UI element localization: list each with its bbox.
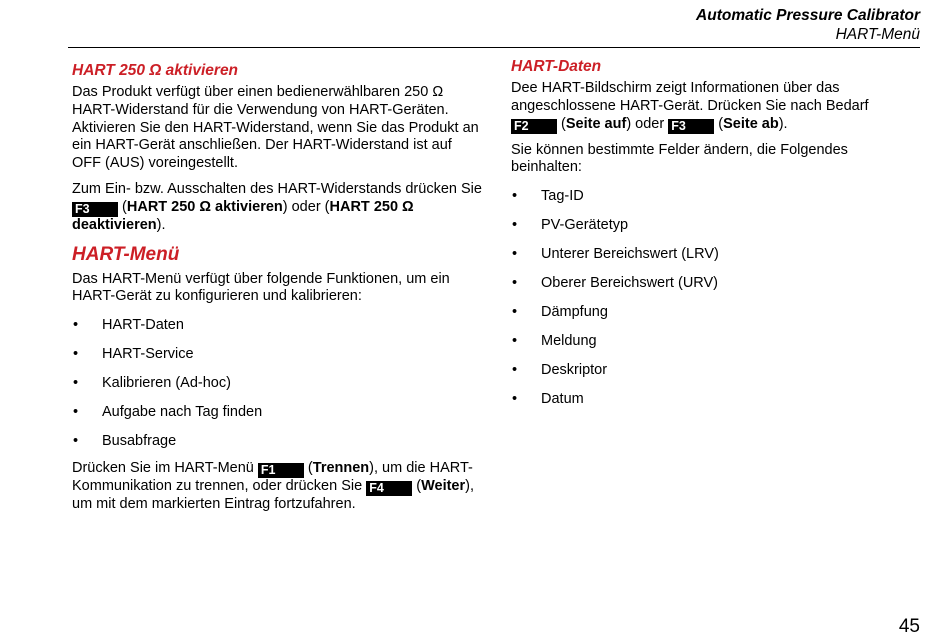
editable-fields-list: [511, 188, 911, 420]
text: (: [718, 115, 724, 132]
softkey-f3: F3: [668, 119, 714, 134]
list-item: [511, 246, 911, 275]
list-item-label: HART-Service: [102, 346, 194, 363]
bullet-icon: •: [73, 433, 79, 450]
page-number: 45: [898, 616, 920, 637]
chapter-title: HART-Menü: [835, 26, 920, 43]
header-rule: [68, 47, 920, 48]
softkey-f1: F1: [258, 463, 304, 478]
list-item: [511, 391, 911, 420]
list-item: [72, 317, 482, 346]
text: (: [122, 198, 127, 215]
bullet-icon: •: [73, 404, 79, 421]
list-item: [72, 404, 482, 433]
text: ), um mit dem markierten Eintrag fortzufahren.: [72, 478, 474, 513]
list-item-label: Meldung: [541, 333, 597, 350]
paragraph-hart-resistor: Das Produkt verfügt über einen bedienerwählbaren 250 Ω HART-Widerstand für die Verwendung von HART-Geräten. Aktivieren Sie den HART-Widerstand, wenn Sie das Produkt an ein HART-Gerät anschließen. Der HART-Widerstand ist auf OFF (AUS) voreingestellt.: [72, 84, 479, 172]
text: Drücken Sie im HART-Menü: [72, 460, 254, 477]
list-item: [511, 217, 911, 246]
list-item: [511, 188, 911, 217]
list-item: [511, 275, 911, 304]
document-title: Automatic Pressure Calibrator: [696, 7, 920, 24]
bullet-icon: •: [512, 333, 518, 350]
list-item-label: Kalibrieren (Ad-hoc): [102, 375, 231, 392]
list-item: [511, 362, 911, 391]
bullet-icon: •: [512, 391, 518, 408]
bold-text: Weiter: [421, 478, 466, 495]
list-item-label: Datum: [541, 391, 584, 408]
text: ).: [156, 216, 166, 233]
paragraph-hart-screen: [511, 80, 911, 134]
text: (: [307, 460, 313, 477]
bullet-icon: •: [73, 346, 79, 363]
list-item: [72, 433, 482, 462]
bullet-icon: •: [512, 304, 518, 321]
softkey-f4: F4: [366, 481, 412, 496]
bold-text: Trennen: [312, 460, 370, 477]
bullet-icon: •: [512, 188, 518, 205]
text: (: [416, 478, 422, 495]
section-heading-hart-menu: HART-Menü: [72, 243, 180, 265]
bold-text: Seite auf: [565, 115, 627, 132]
paragraph-editable-fields: Sie können bestimmte Felder ändern, die Folgendes beinhalten:: [511, 141, 848, 176]
list-item-label: Oberer Bereichswert (URV): [541, 275, 719, 292]
list-item-label: HART-Daten: [102, 317, 184, 334]
paragraph-menu-intro: Das HART-Menü verfügt über folgende Funktionen, um ein HART-Gerät zu konfigurieren und kalibrieren:: [72, 270, 450, 305]
text: (: [561, 115, 566, 132]
text: ), um die HART-Kommunikation zu trennen, oder drücken Sie: [72, 460, 473, 495]
list-item-label: Deskriptor: [541, 362, 608, 379]
list-item-label: Dämpfung: [541, 304, 608, 321]
bullet-icon: •: [512, 362, 518, 379]
list-item: [511, 304, 911, 333]
text: ).: [778, 115, 788, 132]
list-item-label: Aufgabe nach Tag finden: [102, 404, 263, 421]
paragraph-toggle-resistor: [72, 181, 482, 235]
text: ) oder: [626, 115, 665, 132]
list-item-label: Busabfrage: [102, 433, 177, 450]
bold-text: Seite ab: [723, 115, 779, 132]
bold-text: HART 250 Ω aktivieren: [126, 198, 283, 215]
paragraph-menu-keys: [72, 460, 482, 514]
section-heading-hart-data: HART-Daten: [511, 58, 602, 75]
right-column: [511, 58, 911, 420]
list-item-label: Unterer Bereichswert (LRV): [541, 246, 719, 263]
left-column: [72, 62, 482, 522]
softkey-f2: F2: [511, 119, 557, 134]
bullet-icon: •: [73, 317, 79, 334]
section-heading-hart-250: HART 250 Ω aktivieren: [72, 62, 239, 79]
list-item-label: PV-Gerätetyp: [541, 217, 629, 234]
bullet-icon: •: [512, 217, 518, 234]
menu-functions-list: [72, 317, 482, 462]
softkey-f3: F3: [72, 202, 118, 217]
bullet-icon: •: [512, 246, 518, 263]
list-item: [511, 333, 911, 362]
bullet-icon: •: [512, 275, 518, 292]
list-item-label: Tag-ID: [541, 188, 584, 205]
bullet-icon: •: [73, 375, 79, 392]
page-header: [696, 6, 920, 44]
text: Zum Ein- bzw. Ausschalten des HART-Widerstands drücken Sie: [72, 180, 482, 197]
bold-text: HART 250 Ω deaktivieren: [72, 198, 414, 233]
text: ) oder (: [282, 198, 330, 215]
list-item: [72, 346, 482, 375]
list-item: [72, 375, 482, 404]
text: Dee HART-Bildschirm zeigt Informationen über das angeschlossene HART-Gerät. Drücken Sie nach Bedarf: [511, 80, 869, 114]
